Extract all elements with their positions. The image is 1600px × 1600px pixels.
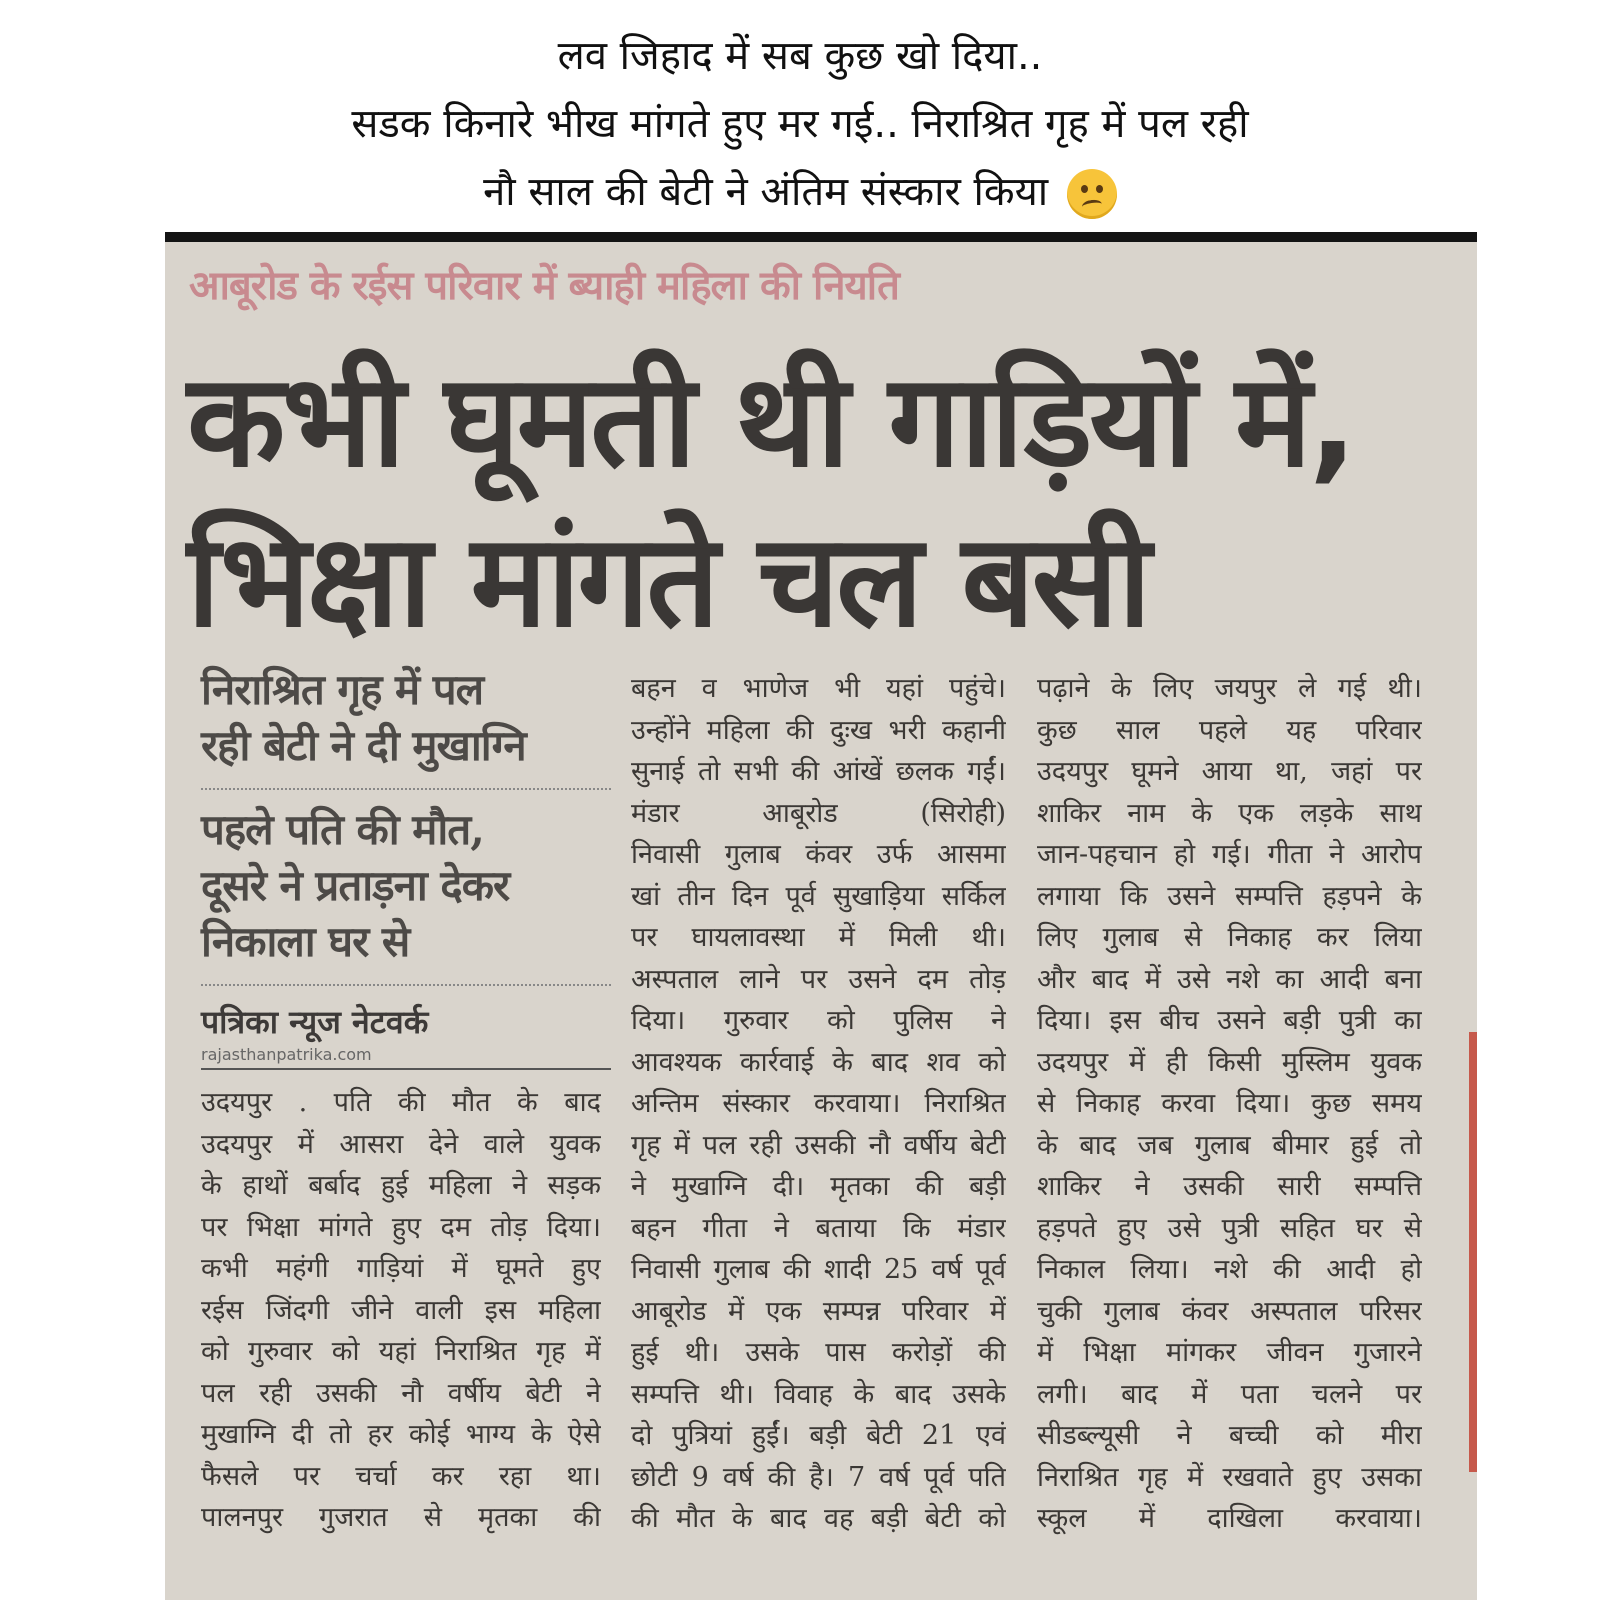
body-line: जान-पहचान हो गई। गीता ने आरोप	[1037, 839, 1422, 870]
body-line: सुनाई तो सभी की आंखें छलक गईं।	[631, 756, 1006, 787]
body-line: में भिक्षा मांगकर जीवन गुजारने	[1037, 1337, 1422, 1368]
caption-line-2: सडक किनारे भीख मांगते हुए मर गई.. निराश्रित गृह में पल रही	[351, 101, 1249, 147]
body-line: बहन व भाणेज भी यहां पहुंचे।	[631, 673, 1006, 704]
body-line: उदयपुर में ही किसी मुस्लिम युवक	[1037, 1046, 1422, 1078]
body-line: निराश्रित गृह में रखवाते हुए उसका	[1037, 1461, 1422, 1493]
body-line: उन्होंने महिला की दुःख भरी कहानी	[631, 714, 1006, 746]
body-line: लगी। बाद में पता चलने पर	[1037, 1378, 1422, 1410]
body-line: उदयपुर घूमने आया था, जहां पर	[1037, 756, 1422, 787]
subheading-2-line: पहले पति की मौत,	[201, 805, 484, 854]
column-2	[631, 668, 1006, 1540]
body-line: पर घायलावस्था में मिली थी।	[631, 922, 1006, 953]
body-line: निवासी गुलाब की शादी 25 वर्ष पूर्व	[631, 1254, 1006, 1285]
body-line: रईस जिंदगी जीने वाली इस महिला	[201, 1294, 601, 1326]
column-3-body	[1037, 668, 1422, 1540]
body-line: के बाद जब गुलाब बीमार हुई तो	[1037, 1129, 1422, 1161]
confused-face-icon	[1067, 169, 1117, 219]
divider	[201, 984, 611, 986]
body-line: बहन गीता ने बताया कि मंडार	[631, 1212, 1006, 1244]
body-line: हड़पते हुए उसे पुत्री सहित घर से	[1037, 1212, 1422, 1244]
subheading-2-line: दूसरे ने प्रताड़ना देकर	[201, 861, 510, 910]
body-line: को गुरुवार को यहां निराश्रित गृह में	[201, 1336, 601, 1367]
caption-line-1: लव जिहाद में सब कुछ खो दिया..	[557, 33, 1043, 79]
body-line: अस्पताल लाने पर उसने दम तोड़	[631, 963, 1006, 995]
body-line: से निकाह करवा दिया। कुछ समय	[1037, 1088, 1422, 1119]
body-line: फैसले पर चर्चा कर रहा था।	[201, 1460, 601, 1492]
divider	[201, 1068, 611, 1070]
body-line: कभी महंगी गाड़ियां में घूमते हुए	[201, 1253, 601, 1284]
body-line: पल रही उसकी नौ वर्षीय बेटी ने	[201, 1377, 601, 1409]
body-line: स्कूल में दाखिला करवाया।	[1037, 1503, 1422, 1534]
body-line: लिए गुलाब से निकाह कर लिया	[1037, 922, 1422, 953]
body-line: खां तीन दिन पूर्व सुखाड़िया सर्किल	[631, 880, 1006, 912]
body-line: मुखाग्नि दी तो हर कोई भाग्य के ऐसे	[201, 1419, 601, 1450]
body-line: पालनपुर गुजरात से मृतका की	[201, 1502, 601, 1533]
headline-line-2: भिक्षा मांगते चल बसी	[187, 507, 1149, 656]
body-line: उदयपुर . पति की मौत के बाद	[201, 1087, 601, 1118]
body-line: पढ़ाने के लिए जयपुर ले गई थी।	[1037, 673, 1422, 704]
column-1-body	[201, 1082, 601, 1539]
body-line: छोटी 9 वर्ष की है। 7 वर्ष पूर्व पति	[631, 1461, 1006, 1493]
headline-line-1: कभी घूमती थी गाड़ियों में,	[187, 347, 1355, 496]
body-line: सीडब्ल्यूसी ने बच्ची को मीरा	[1037, 1420, 1422, 1451]
body-line: उदयपुर में आसरा देने वाले युवक	[201, 1128, 601, 1160]
body-line: शाकिर नाम के एक लड़के साथ	[1037, 797, 1422, 829]
body-line: आवश्यक कार्रवाई के बाद शव को	[631, 1046, 1006, 1078]
red-edge-strip	[1469, 1032, 1477, 1472]
subheading-1-line: रही बेटी ने दी मुखाग्नि	[201, 721, 526, 770]
body-line: पर भिक्षा मांगते हुए दम तोड़ दिया।	[201, 1211, 601, 1243]
body-line: दिया। इस बीच उसने बड़ी पुत्री का	[1037, 1005, 1422, 1036]
body-line: शाकिर ने उसकी सारी सम्पत्ति	[1037, 1171, 1422, 1202]
column-1	[201, 662, 621, 1539]
post-caption	[0, 22, 1600, 226]
body-line: मंडार आबूरोड (सिरोही)	[631, 797, 1006, 829]
subheading-2-line: निकाला घर से	[201, 917, 410, 966]
subheading-1	[201, 662, 621, 774]
body-line: आबूरोड में एक सम्पन्न परिवार में	[631, 1295, 1006, 1327]
headline	[187, 342, 1467, 662]
body-line: और बाद में उसे नशे का आदी बना	[1037, 963, 1422, 995]
body-line: ने मुखाग्नि दी। मृतका की बड़ी	[631, 1171, 1006, 1202]
divider	[201, 788, 611, 790]
body-line: अन्तिम संस्कार करवाया। निराश्रित	[631, 1088, 1006, 1119]
body-line: की मौत के बाद वह बड़ी बेटी को	[631, 1503, 1006, 1534]
kicker: आबूरोड के रईस परिवार में ब्याही महिला की नियति	[189, 262, 899, 309]
body-line: सम्पत्ति थी। विवाह के बाद उसके	[631, 1378, 1006, 1410]
caption-line-3	[0, 158, 1600, 226]
body-line: हुई थी। उसके पास करोड़ों की	[631, 1337, 1006, 1368]
newspaper-clipping	[165, 232, 1477, 1600]
body-line: गृह में पल रही उसकी नौ वर्षीय बेटी	[631, 1129, 1006, 1161]
body-line: चुकी गुलाब कंवर अस्पताल परिसर	[1037, 1295, 1422, 1327]
body-line: के हाथों बर्बाद हुई महिला ने सड़क	[201, 1170, 601, 1201]
subheading-2	[201, 802, 621, 970]
body-line: कुछ साल पहले यह परिवार	[1037, 714, 1422, 746]
subheading-1-line: निराश्रित गृह में पल	[201, 665, 484, 714]
column-3	[1037, 668, 1422, 1540]
body-line: निवासी गुलाब कंवर उर्फ आसमा	[631, 839, 1006, 870]
caption-line-3-text: नौ साल की बेटी ने अंतिम संस्कार किया	[483, 169, 1049, 215]
body-line: दो पुत्रियां हुईं। बड़ी बेटी 21 एवं	[631, 1420, 1006, 1451]
body-line: दिया। गुरुवार को पुलिस ने	[631, 1005, 1006, 1036]
source-site: rajasthanpatrika.com	[201, 1045, 372, 1064]
byline: पत्रिका न्यूज नेटवर्क	[201, 1003, 429, 1041]
body-line: निकाल लिया। नशे की आदी हो	[1037, 1254, 1422, 1285]
column-2-body	[631, 668, 1006, 1540]
body-line: लगाया कि उसने सम्पत्ति हड़पने के	[1037, 880, 1422, 912]
